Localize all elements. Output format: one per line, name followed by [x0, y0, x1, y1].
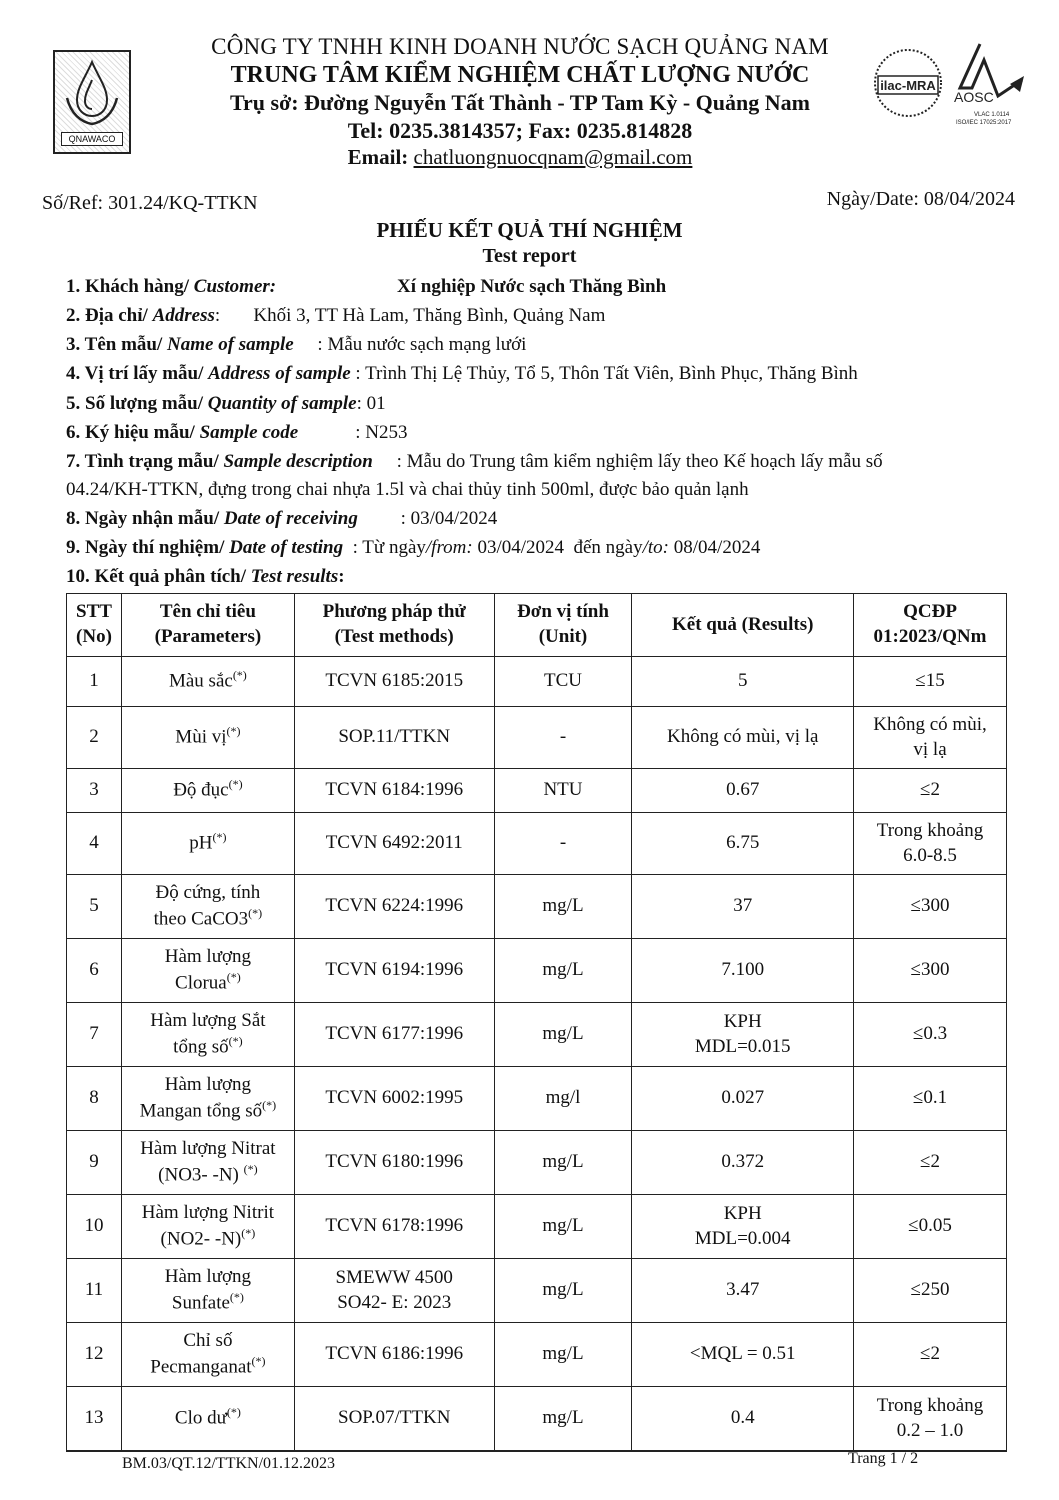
cell-limit: ≤0.3 [854, 1003, 1007, 1067]
table-row [67, 1387, 1007, 1451]
cell-method: SOP.11/TTKN [294, 707, 494, 769]
cell-result: 0.4 [632, 1387, 854, 1451]
cell-unit: mg/L [494, 875, 632, 939]
aosc-logo [950, 40, 1032, 130]
accreditation-mark: (*) [228, 777, 243, 792]
sample-description-line [66, 451, 883, 473]
phone-fax: Tel: 0235.3814357; Fax: 0235.814828 [347, 118, 693, 143]
testing-date-to-en: /to: [642, 537, 670, 558]
accreditation-mark: (*) [232, 668, 247, 683]
testing-date-to-value: 08/04/2024 [669, 537, 761, 558]
cell-parameter: Hàm lượng Nitrat (NO3- -N) (*) [121, 1131, 294, 1195]
cell-unit: mg/L [494, 1003, 632, 1067]
sample-quantity-value: : 01 [356, 393, 386, 414]
cell-stt: 10 [67, 1195, 122, 1259]
accreditation-mark: (*) [226, 1405, 241, 1420]
sample-name-line [66, 334, 526, 356]
sample-name-label-en: Name of sample [167, 334, 294, 355]
table-row [67, 1131, 1007, 1195]
sample-code-label-en: Sample code [199, 422, 299, 443]
receiving-date-label-en: Date of receiving [223, 508, 358, 529]
cell-method: TCVN 6180:1996 [294, 1131, 494, 1195]
reference-number: Số/Ref: 301.24/KQ-TTKN [42, 192, 258, 214]
aosc-icon [950, 40, 1032, 130]
table-row [67, 813, 1007, 875]
testing-date-from-label: : Từ ngày [343, 537, 426, 558]
cell-parameter: Độ đục(*) [121, 769, 294, 813]
cell-unit: mg/L [494, 1259, 632, 1323]
company-name: CÔNG TY TNHH KINH DOANH NƯỚC SẠCH QUẢNG NAM [211, 34, 829, 59]
testing-date-line [66, 537, 760, 559]
header-stt: STT (No) [67, 594, 122, 657]
cell-limit: ≤2 [854, 769, 1007, 813]
sample-code-value: : N253 [298, 422, 408, 443]
receiving-date-value: : 03/04/2024 [357, 508, 498, 529]
cell-result: <MQL = 0.51 [632, 1323, 854, 1387]
receiving-date-label: 8. Ngày nhận mẫu/ [66, 508, 224, 529]
cell-result: 3.47 [632, 1259, 854, 1323]
cell-stt: 1 [67, 657, 122, 707]
table-row [67, 1067, 1007, 1131]
cell-method: TCVN 6186:1996 [294, 1323, 494, 1387]
sample-description-label-en: Sample description [223, 451, 373, 472]
cell-stt: 6 [67, 939, 122, 1003]
accreditation-mark: (*) [243, 1161, 258, 1176]
table-row [67, 1323, 1007, 1387]
sample-name-label: 3. Tên mẫu/ [66, 334, 168, 355]
cell-parameter: Hàm lượng Sắt tổng số(*) [121, 1003, 294, 1067]
address-label-en: Address [152, 305, 215, 326]
accreditation-mark: (*) [262, 1097, 277, 1112]
testing-date-label-en: Date of testing [229, 537, 344, 558]
cell-limit: ≤300 [854, 939, 1007, 1003]
form-code: BM.03/QT.12/TTKN/01.12.2023 [122, 1455, 336, 1472]
cell-unit: mg/L [494, 1387, 632, 1451]
cell-result: 0.372 [632, 1131, 854, 1195]
cell-result: 5 [632, 657, 854, 707]
sample-quantity-line [66, 393, 386, 415]
accreditation-mark: (*) [228, 1033, 243, 1048]
cell-unit: mg/L [494, 1131, 632, 1195]
header-method: Phương pháp thử (Test methods) [294, 594, 494, 657]
cell-parameter: Chỉ số Pecmanganat(*) [121, 1323, 294, 1387]
accreditation-mark: (*) [251, 1353, 266, 1368]
cell-stt: 11 [67, 1259, 122, 1323]
address-line [66, 305, 605, 327]
logo-caption: QNAWACO [61, 132, 123, 146]
cell-method: TCVN 6178:1996 [294, 1195, 494, 1259]
cell-result: 37 [632, 875, 854, 939]
testing-date-from-en: /from: [425, 537, 473, 558]
table-row [67, 939, 1007, 1003]
cell-stt: 7 [67, 1003, 122, 1067]
sample-location-label: 4. Vị trí lấy mẫu/ [66, 363, 209, 384]
cell-unit: NTU [494, 769, 632, 813]
receiving-date-line [66, 508, 497, 530]
accreditation-mark: (*) [241, 1225, 256, 1240]
test-results-colon: : [338, 566, 345, 587]
cell-parameter: pH(*) [121, 813, 294, 875]
table-row [67, 1259, 1007, 1323]
customer-label-en: Customer: [193, 276, 277, 297]
sample-description-label: 7. Tình trạng mẫu/ [66, 451, 224, 472]
accreditation-mark: (*) [248, 905, 263, 920]
cell-method: TCVN 6492:2011 [294, 813, 494, 875]
email-link[interactable]: chatluongnuocqnam@gmail.com [413, 145, 693, 169]
cell-method: SOP.07/TTKN [294, 1387, 494, 1451]
header-parameter: Tên chỉ tiêu (Parameters) [121, 594, 294, 657]
sample-description-value: : Mẫu do Trung tâm kiểm nghiệm lấy theo Kế hoạch lấy mẫu số [372, 451, 883, 472]
cell-stt: 4 [67, 813, 122, 875]
cell-stt: 9 [67, 1131, 122, 1195]
sample-location-line [66, 363, 858, 385]
table-row [67, 657, 1007, 707]
test-results-heading [66, 566, 345, 588]
sample-quantity-label-en: Quantity of sample [207, 393, 357, 414]
cell-parameter: Độ cứng, tính theo CaCO3(*) [121, 875, 294, 939]
cell-unit: mg/L [494, 1195, 632, 1259]
cell-unit: - [494, 707, 632, 769]
cell-limit: ≤15 [854, 657, 1007, 707]
water-drop-hands-icon [63, 58, 121, 128]
ilac-mra-icon [872, 44, 944, 122]
accreditation-mark: (*) [229, 1289, 244, 1304]
cell-method: TCVN 6185:2015 [294, 657, 494, 707]
cell-method: TCVN 6194:1996 [294, 939, 494, 1003]
testing-date-from-value: 03/04/2024 đến ngày [472, 537, 643, 558]
aosc-sub1: VLAC 1.0114 [974, 112, 1010, 118]
aosc-sub2: ISO/IEC 17025:2017 [956, 120, 1012, 126]
results-table [66, 593, 1007, 1451]
cell-parameter: Màu sắc(*) [121, 657, 294, 707]
address-value: : Khối 3, TT Hà Lam, Thăng Bình, Quảng Nam [214, 305, 606, 326]
cell-limit: ≤250 [854, 1259, 1007, 1323]
table-header-row [67, 594, 1007, 657]
table-row [67, 1003, 1007, 1067]
cell-stt: 3 [67, 769, 122, 813]
cell-method: TCVN 6184:1996 [294, 769, 494, 813]
cell-unit: mg/L [494, 939, 632, 1003]
cell-result: 0.027 [632, 1067, 854, 1131]
report-subtitle: Test report [482, 245, 577, 267]
accreditation-mark: (*) [226, 969, 241, 984]
header-result: Kết quả (Results) [632, 594, 854, 657]
sample-description-cont: 04.24/KH-TTKN, đựng trong chai nhựa 1.5l và chai thủy tinh 500ml, được bảo quản lạnh [66, 479, 749, 500]
testing-date-label: 9. Ngày thí nghiệm/ [66, 537, 230, 558]
ilac-mra-logo [872, 44, 944, 122]
ilac-text: ilac-MRA [880, 78, 936, 93]
sample-code-label: 6. Ký hiệu mẫu/ [66, 422, 200, 443]
accreditation-mark: (*) [226, 724, 241, 739]
cell-result: 0.67 [632, 769, 854, 813]
cell-unit: TCU [494, 657, 632, 707]
cell-stt: 8 [67, 1067, 122, 1131]
table-row [67, 1195, 1007, 1259]
qnawaco-logo [53, 50, 131, 154]
cell-result: KPH MDL=0.004 [632, 1195, 854, 1259]
cell-limit: ≤2 [854, 1323, 1007, 1387]
cell-result: 7.100 [632, 939, 854, 1003]
cell-parameter: Hàm lượng Nitrit (NO2- -N)(*) [121, 1195, 294, 1259]
sample-name-value: : Mẫu nước sạch mạng lưới [293, 334, 527, 355]
cell-unit: - [494, 813, 632, 875]
sample-quantity-label: 5. Số lượng mẫu/ [66, 393, 208, 414]
page-number: Trang 1 / 2 [848, 1450, 919, 1467]
cell-unit: mg/L [494, 1323, 632, 1387]
head-office-address: Trụ sở: Đường Nguyễn Tất Thành - TP Tam Kỳ - Quảng Nam [230, 90, 810, 115]
cell-parameter: Clo dư(*) [121, 1387, 294, 1451]
sample-code-line [66, 422, 408, 444]
table-row [67, 769, 1007, 813]
customer-line [66, 276, 667, 298]
aosc-text: AOSC [954, 89, 994, 105]
cell-limit: ≤2 [854, 1131, 1007, 1195]
table-row [67, 875, 1007, 939]
cell-limit: Trong khoảng 6.0-8.5 [854, 813, 1007, 875]
cell-result: 6.75 [632, 813, 854, 875]
cell-unit: mg/l [494, 1067, 632, 1131]
email-line [140, 145, 900, 170]
cell-limit: ≤0.05 [854, 1195, 1007, 1259]
cell-parameter: Hàm lượng Clorua(*) [121, 939, 294, 1003]
cell-stt: 5 [67, 875, 122, 939]
accreditation-mark: (*) [212, 830, 227, 845]
table-row [67, 707, 1007, 769]
cell-method: TCVN 6002:1995 [294, 1067, 494, 1131]
address-label: 2. Địa chỉ/ [66, 305, 153, 326]
email-label: Email: [347, 145, 414, 169]
cell-stt: 13 [67, 1387, 122, 1451]
sample-location-label-en: Address of sample [208, 363, 351, 384]
cell-method: TCVN 6224:1996 [294, 875, 494, 939]
cell-method: SMEWW 4500 SO42- E: 2023 [294, 1259, 494, 1323]
report-date: Ngày/Date: 08/04/2024 [826, 188, 1015, 210]
cell-parameter: Mùi vị(*) [121, 707, 294, 769]
cell-result: Không có mùi, vị lạ [632, 707, 854, 769]
test-results-label: 10. Kết quả phân tích/ [66, 566, 251, 587]
center-name: TRUNG TÂM KIỂM NGHIỆM CHẤT LƯỢNG NƯỚC [230, 62, 810, 88]
cell-limit: Trong khoảng 0.2 – 1.0 [854, 1387, 1007, 1451]
header-limit: QCĐP 01:2023/QNm [854, 594, 1007, 657]
test-results-label-en: Test results [250, 566, 339, 587]
cell-parameter: Hàm lượng Mangan tổng số(*) [121, 1067, 294, 1131]
cell-limit: ≤0.1 [854, 1067, 1007, 1131]
customer-value: Xí nghiệp Nước sạch Thăng Bình [397, 276, 667, 297]
cell-stt: 12 [67, 1323, 122, 1387]
cell-limit: ≤300 [854, 875, 1007, 939]
sample-location-value: : Trình Thị Lệ Thủy, Tổ 5, Thôn Tất Viên, Bình Phục, Thăng Bình [350, 363, 858, 384]
cell-stt: 2 [67, 707, 122, 769]
cell-result: KPH MDL=0.015 [632, 1003, 854, 1067]
report-title: PHIẾU KẾT QUẢ THÍ NGHIỆM [376, 218, 683, 242]
cell-method: TCVN 6177:1996 [294, 1003, 494, 1067]
cell-parameter: Hàm lượng Sunfate(*) [121, 1259, 294, 1323]
cell-limit: Không có mùi, vị lạ [854, 707, 1007, 769]
customer-label: 1. Khách hàng/ [66, 276, 194, 297]
header-unit: Đơn vị tính (Unit) [494, 594, 632, 657]
